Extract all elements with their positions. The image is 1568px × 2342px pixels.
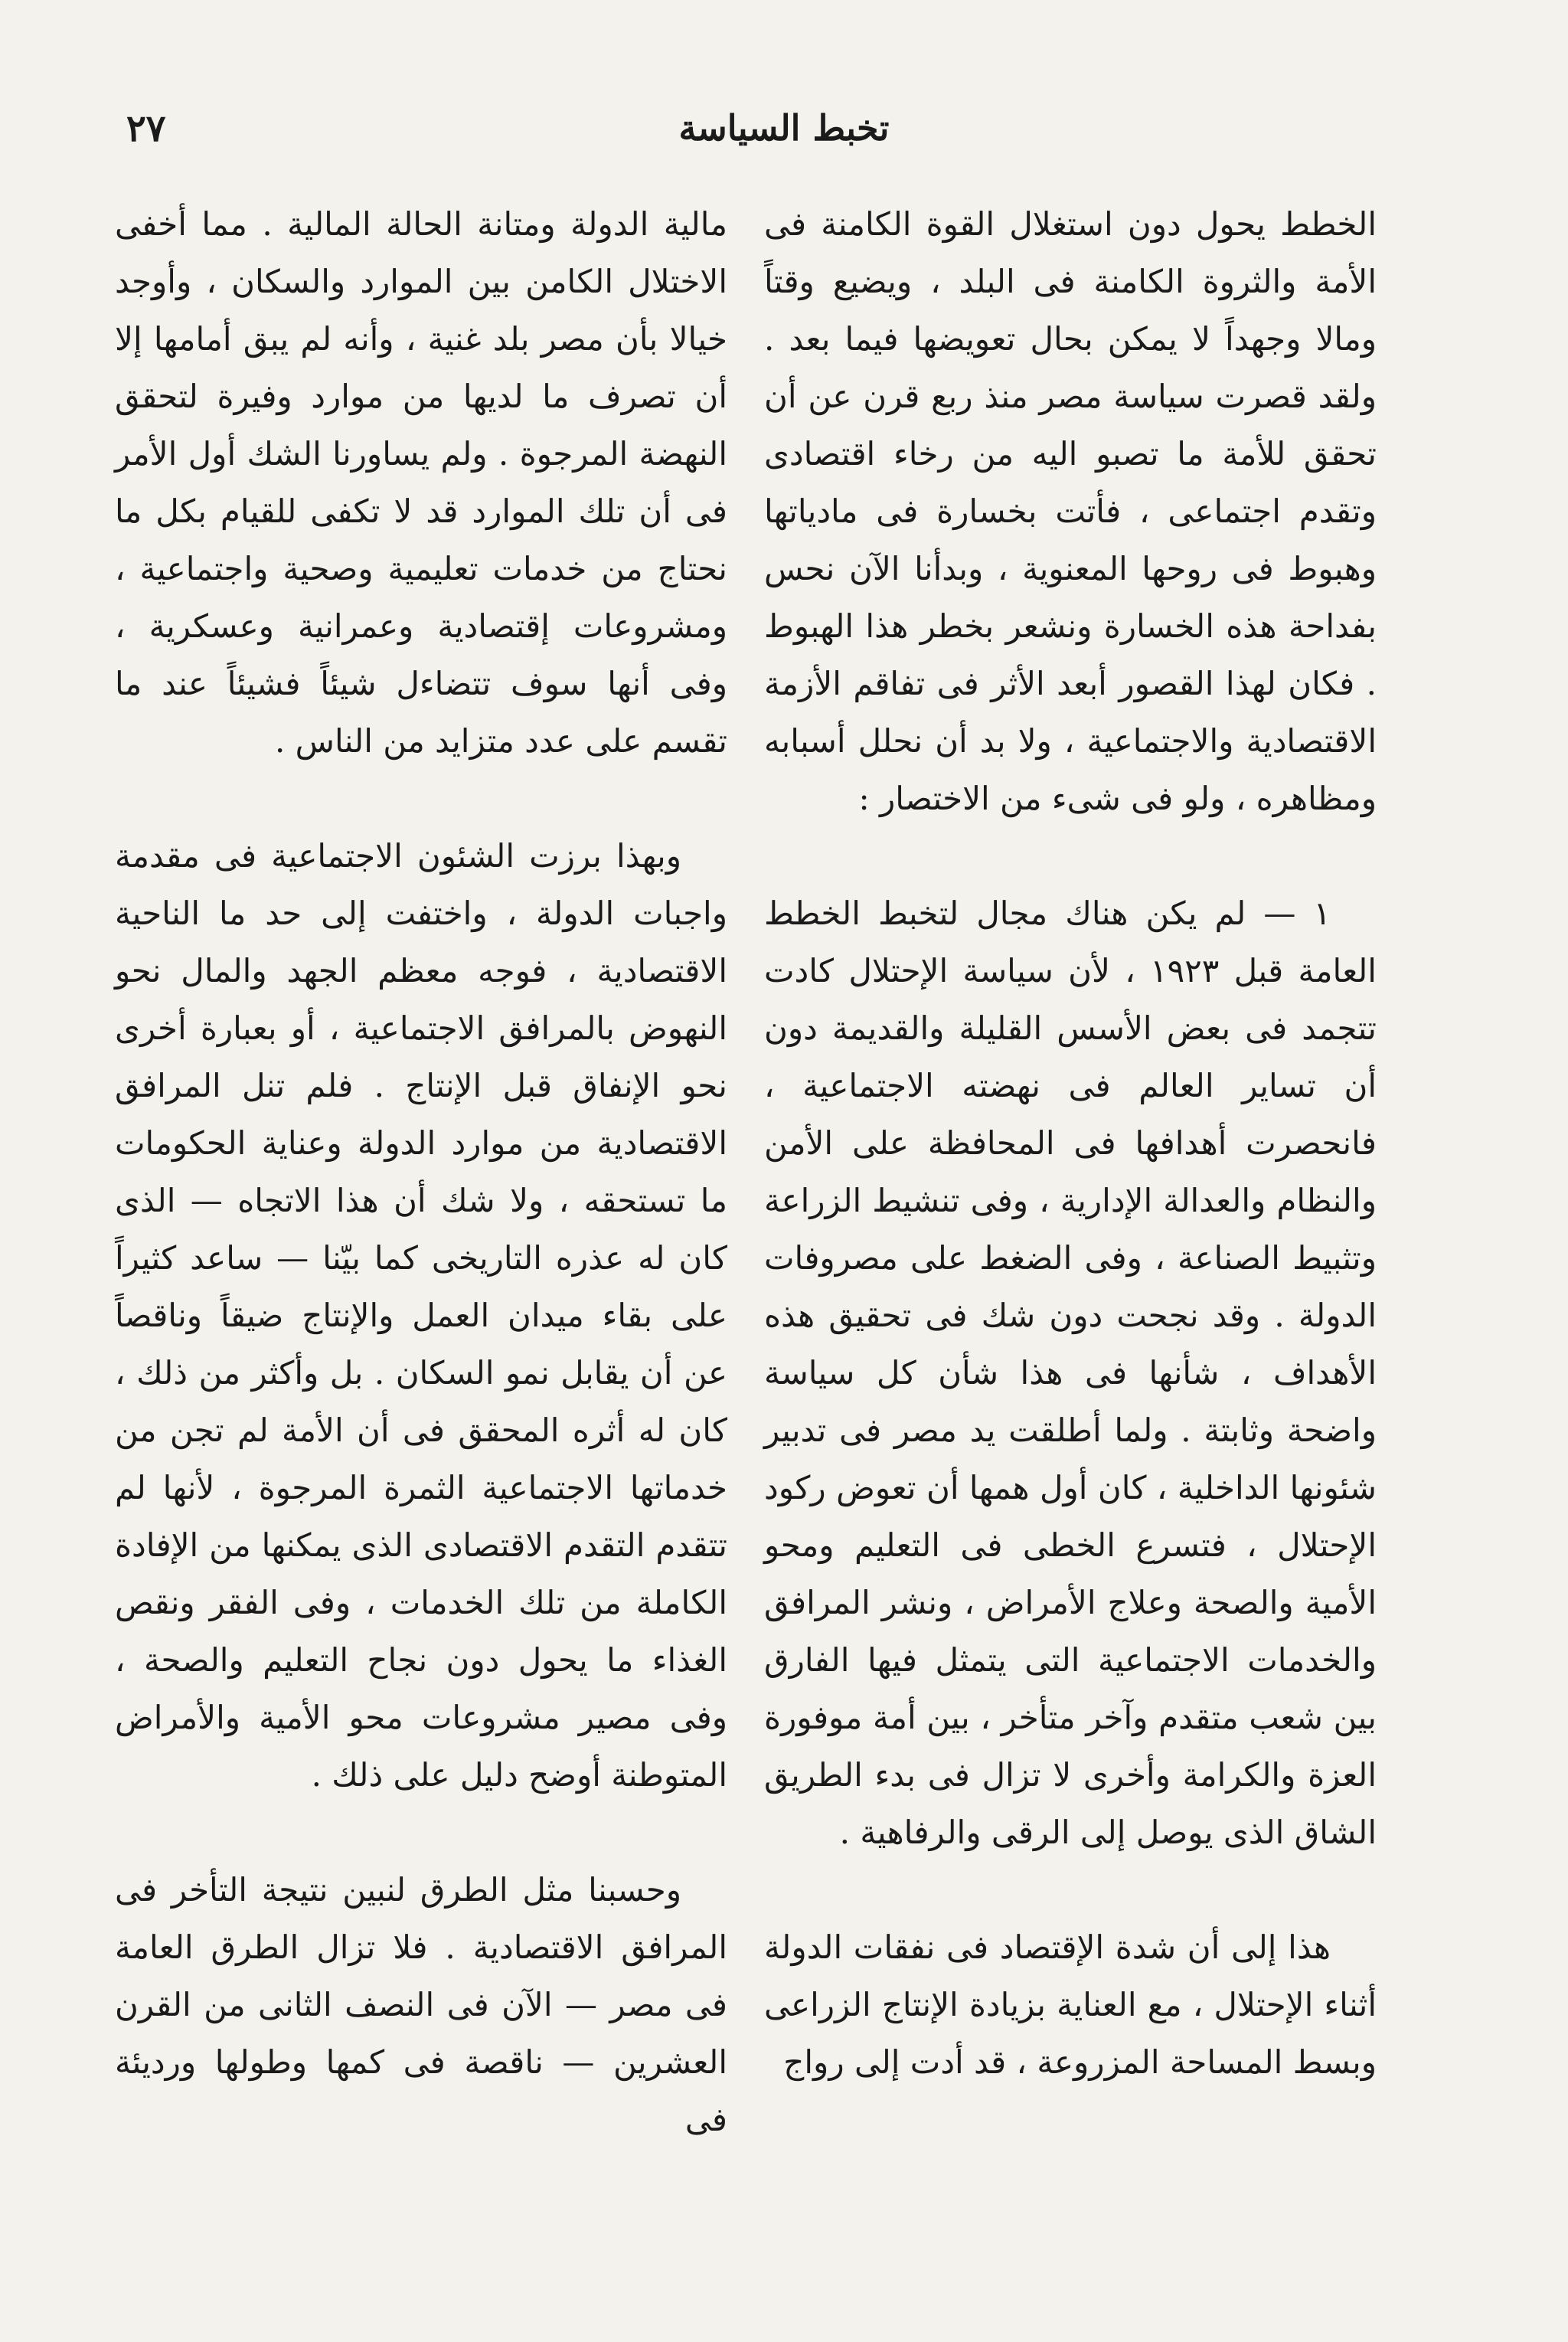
paragraph: وحسبنا مثل الطرق لنبين نتيجة التأخر فى المرافق الاقتصادية . فلا تزال الطرق العامة فى مصر — الآن فى النصف الثانى من القرن العشرين — ناقصة فى كمها وطولها ورديئة فى xyxy=(115,1871,727,2138)
paragraph: الخطط يحول دون استغلال القوة الكامنة فى الأمة والثروة الكامنة فى البلد ، ويضيع وقتاً ومالا وجهداً لا يمكن بحال تعويضها فيما بعد . ولقد قصرت سياسة مصر منذ ربع قرن عن أن تحقق للأمة ما تصبو اليه من رخاء اقتصادى وتقدم اجتماعى ، فأتت بخسارة فى مادياتها وهبوط فى روحها المعنوية ، وبدأنا الآن نحس بفداحة هذه الخسارة ونشعر بخطر هذا الهبوط . فكان لهذا القصور أبعد الأثر فى تفاقم الأزمة الاقتصادية والاجتماعية ، ولا بد أن نحلل أسبابه ومظاهره ، ولو فى شىء من الاختصار : xyxy=(764,205,1377,817)
running-header-title: تخبط السياسة xyxy=(678,107,890,149)
paragraph: ١ — لم يكن هناك مجال لتخبط الخطط العامة قبل ١٩٢٣ ، لأن سياسة الإحتلال كادت تتجمد فى بعض الأسس القليلة والقديمة دون أن تساير العالم فى نهضته الاجتماعية ، فانحصرت أهدافها فى المحافظة على الأمن والنظام والعدالة الإدارية ، وفى تنشيط الزراعة وتثبيط الصناعة ، وفى الضغط على مصروفات الدولة . وقد نجحت دون شك فى تحقيق هذه الأهداف ، شأنها فى هذا شأن كل سياسة واضحة وثابتة . ولما أطلقت يد مصر فى تدبير شئونها الداخلية ، كان أول همها أن تعوض ركود الإحتلال ، فتسرع الخطى فى التعليم ومحو الأمية والصحة وعلاج الأمراض ، ونشر المرافق والخدمات الاجتماعية التى يتمثل فيها الفارق بين شعب متقدم وآخر متأخر ، بين أمة موفورة العزة والكرامة وأخرى لا تزال فى بدء الطريق الشاق الذى يوصل إلى الرقى والرفاهية . xyxy=(764,895,1377,1851)
right-column xyxy=(764,195,1377,2091)
page-number: ٢٧ xyxy=(126,107,166,150)
left-column xyxy=(115,195,727,2148)
paragraph: هذا إلى أن شدة الإقتصاد فى نفقات الدولة أثناء الإحتلال ، مع العناية بزيادة الإنتاج الزراعى وبسط المساحة المزروعة ، قد أدت إلى رواج xyxy=(764,1928,1377,2081)
paragraph: مالية الدولة ومتانة الحالة المالية . مما أخفى الاختلال الكامن بين الموارد والسكان ، وأوجد خيالا بأن مصر بلد غنية ، وأنه لم يبق أمامها إلا أن تصرف ما لديها من موارد وفيرة لتحقق النهضة المرجوة . ولم يساورنا الشك أول الأمر فى أن تلك الموارد قد لا تكفى للقيام بكل ما نحتاج من خدمات تعليمية وصحية واجتماعية ، ومشروعات إقتصادية وعمرانية وعسكرية ، وفى أنها سوف تتضاءل شيئاً فشيئاً عند ما تقسم على عدد متزايد من الناس . xyxy=(115,205,727,760)
paragraph: وبهذا برزت الشئون الاجتماعية فى مقدمة واجبات الدولة ، واختفت إلى حد ما الناحية الاقتصادية ، فوجه معظم الجهد والمال نحو النهوض بالمرافق الاجتماعية ، أو بعبارة أخرى نحو الإنفاق قبل الإنتاج . فلم تنل المرافق الاقتصادية من موارد الدولة وعناية الحكومات ما تستحقه ، ولا شك أن هذا الاتجاه — الذى كان له عذره التاريخى كما بيّنا — ساعد كثيراً على بقاء ميدان العمل والإنتاج ضيقاً وناقصاً عن أن يقابل نمو السكان . بل وأكثر من ذلك ، كان له أثره المحقق فى أن الأمة لم تجن من خدماتها الاجتماعية الثمرة المرجوة ، لأنها لم تتقدم التقدم الاقتصادى الذى يمكنها من الإفادة الكاملة من تلك الخدمات ، وفى الفقر ونقص الغذاء ما يحول دون نجاح التعليم والصحة ، وفى مصير مشروعات محو الأمية والأمراض المتوطنة أوضح دليل على ذلك . xyxy=(115,837,727,1794)
